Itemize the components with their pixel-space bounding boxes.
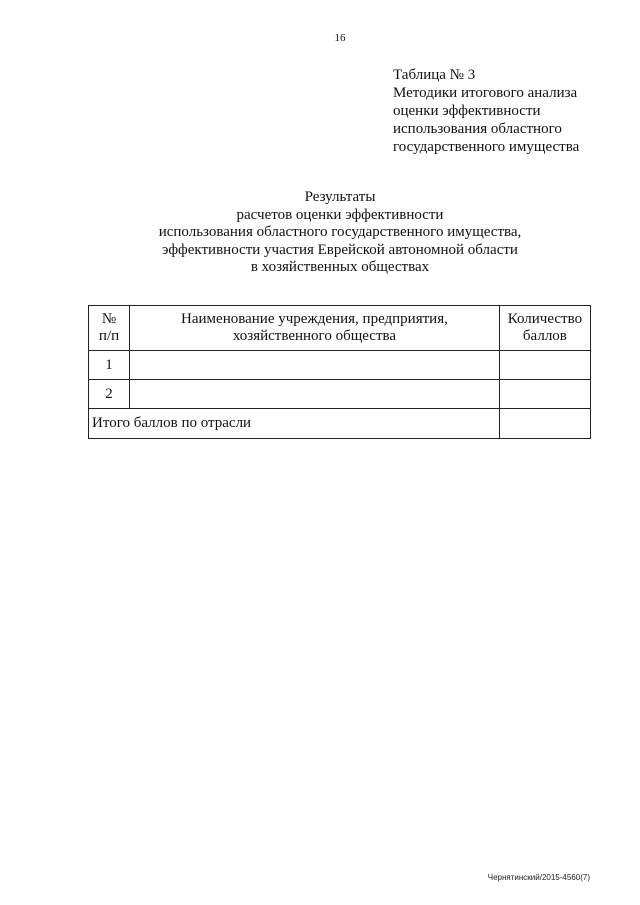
attachment-line: использования областного — [393, 121, 562, 137]
header-number — [89, 306, 130, 351]
row-number: 2 — [89, 380, 130, 409]
table-row — [89, 351, 591, 380]
header-score — [499, 306, 590, 351]
title-line: эффективности участия Еврейской автономной области — [162, 241, 518, 258]
attachment-line: Методики итогового анализа — [393, 85, 578, 101]
attachment-line: государственного имущества — [393, 139, 580, 155]
row-number: 1 — [89, 351, 130, 380]
title-line: использования областного государственного имущества, — [158, 224, 522, 240]
header-name-line: Наименование учреждения, предприятия, — [181, 311, 448, 327]
row-score-cell — [499, 351, 590, 380]
table-header-row — [89, 306, 591, 351]
header-name — [130, 306, 500, 351]
title-line: Результаты — [304, 189, 376, 205]
page-number: 16 — [334, 32, 346, 44]
row-score-cell — [499, 380, 590, 409]
table-total-row — [89, 409, 591, 439]
row-name-cell — [130, 380, 500, 409]
attachment-note — [393, 66, 608, 156]
header-score-line: Количество — [507, 311, 583, 327]
header-number-line: п/п — [98, 328, 120, 344]
title-line: расчетов оценки эффективности — [236, 206, 444, 223]
row-name-cell — [130, 351, 500, 380]
table-row — [89, 380, 591, 409]
header-name-line: хозяйственного общества — [232, 328, 397, 344]
total-score-cell — [499, 409, 590, 439]
total-label: Итого баллов по отрасли — [89, 409, 500, 439]
results-table — [88, 305, 591, 439]
header-number-line: № — [101, 311, 117, 327]
attachment-line: оценки эффективности — [393, 103, 541, 119]
attachment-line: Таблица № 3 — [393, 67, 476, 83]
document-footer-code: Чернятинский/2015-4560(7) — [487, 873, 590, 882]
title-line: в хозяйственных обществах — [250, 259, 430, 275]
header-score-line: баллов — [522, 328, 567, 344]
document-title — [110, 189, 570, 277]
